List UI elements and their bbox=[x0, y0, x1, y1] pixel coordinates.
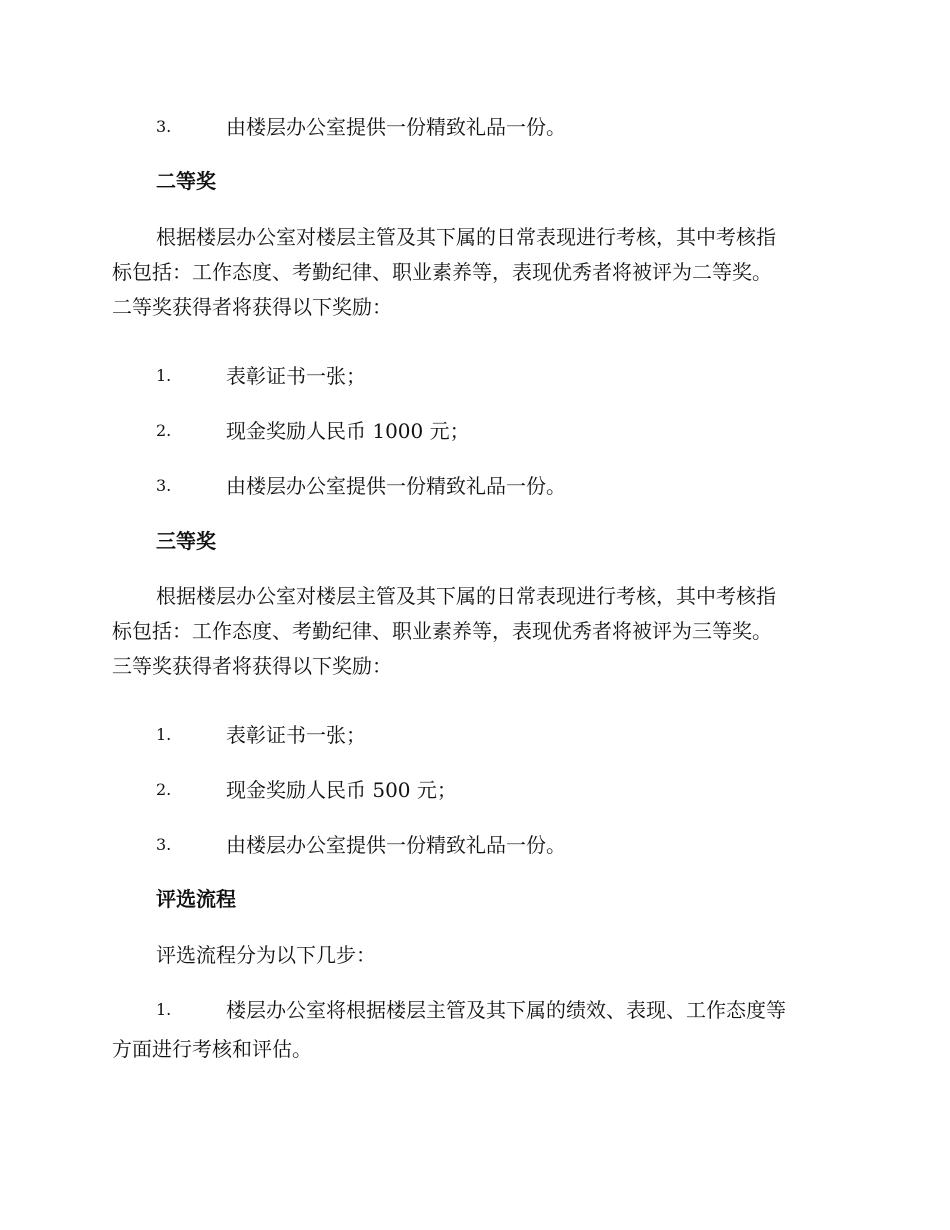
list-item-text: 表彰证书一张； bbox=[226, 364, 366, 388]
list-item-text: 现金奖励人民币 500 元； bbox=[226, 778, 457, 802]
section-heading-second-prize: 二等奖 bbox=[156, 169, 216, 193]
list-item-number: 1. bbox=[156, 366, 172, 385]
paragraph-line: 根据楼层办公室对楼层主管及其下属的日常表现进行考核，其中考核指 bbox=[156, 225, 776, 249]
list-item-number: 2. bbox=[156, 421, 172, 440]
list-item-text: 由楼层办公室提供一份精致礼品一份。 bbox=[226, 115, 566, 139]
paragraph-intro: 评选流程分为以下几步： bbox=[156, 943, 376, 967]
list-item-text: 表彰证书一张； bbox=[226, 723, 366, 747]
section-heading-third-prize: 三等奖 bbox=[156, 529, 216, 553]
list-item-text: 由楼层办公室提供一份精致礼品一份。 bbox=[226, 474, 566, 498]
list-item-text: 由楼层办公室提供一份精致礼品一份。 bbox=[226, 833, 566, 857]
list-item-text-continuation: 方面进行考核和评估。 bbox=[112, 1037, 312, 1061]
list-item-number: 2. bbox=[156, 780, 172, 799]
paragraph-line: 根据楼层办公室对楼层主管及其下属的日常表现进行考核，其中考核指 bbox=[156, 584, 776, 608]
paragraph-line: 二等奖获得者将获得以下奖励： bbox=[112, 295, 392, 319]
list-item-number: 1. bbox=[156, 1000, 172, 1019]
paragraph-line: 标包括：工作态度、考勤纪律、职业素养等，表现优秀者将被评为二等奖。 bbox=[112, 260, 772, 284]
list-item-number: 3. bbox=[156, 476, 172, 495]
section-heading-selection-process: 评选流程 bbox=[156, 887, 236, 911]
paragraph-line: 标包括：工作态度、考勤纪律、职业素养等，表现优秀者将被评为三等奖。 bbox=[112, 619, 772, 643]
paragraph-line: 三等奖获得者将获得以下奖励： bbox=[112, 654, 392, 678]
list-item-number: 1. bbox=[156, 725, 172, 744]
list-item-text: 楼层办公室将根据楼层主管及其下属的绩效、表现、工作态度等 bbox=[226, 998, 786, 1022]
list-item-number: 3. bbox=[156, 117, 172, 136]
list-item-number: 3. bbox=[156, 835, 172, 854]
list-item-text: 现金奖励人民币 1000 元； bbox=[226, 419, 470, 443]
